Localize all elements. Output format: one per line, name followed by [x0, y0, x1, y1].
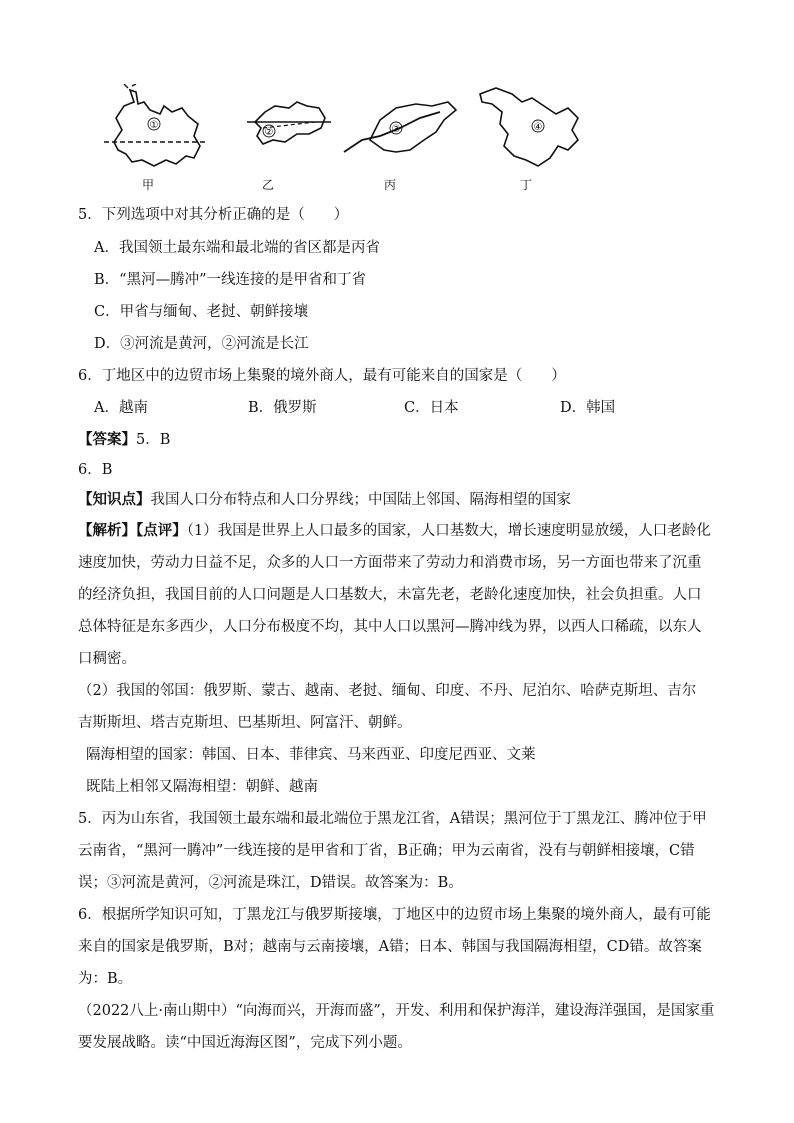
q6-option-a: A．越南 — [94, 400, 148, 416]
explain-5-l2: 云南省，“黑河一腾冲”一线连接的是甲省和丁省，B正确；甲为云南省，没有与朝鲜相接壤，C错 — [78, 843, 695, 859]
label-2: ② — [264, 127, 274, 138]
analysis-p1-l2: 速度加快，劳动力日益不足，众多的人口一方面带来了劳动力和消费市场，另一方面也带来了沉重 — [78, 555, 702, 571]
label-4: ④ — [533, 122, 543, 133]
answer-line-1 — [78, 430, 170, 450]
caption-jia: 甲 — [142, 178, 155, 192]
answer-tag: 【答案】 — [78, 431, 136, 448]
label-3: ③ — [391, 124, 401, 135]
question-6-text: 丁地区中的边贸市场上集聚的境外商人，最有可能来自的国家是（ ） — [101, 368, 566, 384]
analysis-p1-l5: 口稠密。 — [78, 651, 136, 667]
q6-option-b: B．俄罗斯 — [248, 400, 317, 416]
question-5-text: 下列选项中对其分析正确的是（ ） — [101, 207, 349, 223]
analysis-tag: 【解析】【点评】 — [78, 522, 187, 539]
analysis-p2-l1: （2）我国的邻国：俄罗斯、蒙古、越南、老挝、缅甸、印度、不丹、尼泊尔、哈萨克斯坦、吉尔 — [78, 683, 697, 699]
caption-ding: 丁 — [520, 178, 533, 192]
analysis-line-1 — [78, 521, 711, 541]
province-jia-map — [102, 84, 212, 176]
analysis-p3: 隔海相望的国家：韩国、日本、菲律宾、马来西亚、印度尼西亚、文莱 — [86, 747, 536, 763]
knowledge-line — [78, 490, 571, 510]
explain-5-l3: 误；③河流是黄河，②河流是珠江，D错误。故答案为：B。 — [78, 875, 463, 891]
analysis-p1-l4: 总体特征是东多西少，人口分布极度不均，其中人口以黑河—腾冲线为界，以西人口稀疏，以东人 — [78, 619, 702, 635]
q5-option-d: D．③河流是黄河，②河流是长江 — [94, 336, 309, 352]
q5-option-b: B．“黑河—腾冲”一线连接的是甲省和丁省 — [94, 272, 366, 288]
question-5-stem — [78, 205, 348, 225]
next-intro-l1: （2022八上·南山期中）“向海而兴，开海而盛”，开发、利用和保护海洋，建设海洋强国，是国家重 — [78, 1003, 715, 1019]
province-figures — [100, 84, 600, 194]
answer-6: 6．B — [78, 462, 113, 478]
question-6-number: 6． — [78, 368, 102, 384]
q6-option-d: D．韩国 — [560, 400, 616, 416]
caption-yi: 乙 — [262, 178, 275, 192]
q5-option-c: C．甲省与缅甸、老挝、朝鲜接壤 — [94, 304, 309, 320]
analysis-p1-l3: 的经济负担，我国目前的人口问题是人口基数大，未富先老，老龄化速度加快，社会负担重。人口 — [78, 587, 702, 603]
explain-6-l1: 6．根据所学知识可知，丁黑龙江与俄罗斯接壤，丁地区中的边贸市场上集聚的境外商人，最有可能 — [78, 907, 711, 923]
analysis-p1-l1: （1）我国是世界上人口最多的国家，人口基数大，增长速度明显放缓，人口老龄化 — [186, 523, 711, 539]
province-bing-map — [340, 94, 460, 164]
q6-option-c: C．日本 — [404, 400, 459, 416]
explain-6-l2: 来自的国家是俄罗斯，B对；越南与云南接壤，A错；日本、韩国与我国隔海相望，CD错。故答案 — [78, 939, 702, 955]
province-yi-map — [245, 98, 335, 156]
q5-option-a: A．我国领土最东端和最北端的省区都是丙省 — [94, 240, 380, 256]
next-intro-l2: 要发展战略。读“中国近海海区图”，完成下列小题。 — [78, 1035, 412, 1051]
answer-5: 5．B — [136, 432, 171, 448]
explain-6-l3: 为：B。 — [78, 971, 133, 987]
label-1: ① — [149, 120, 159, 131]
analysis-p2-l2: 吉斯斯坦、塔吉克斯坦、巴基斯坦、阿富汗、朝鲜。 — [78, 715, 412, 731]
analysis-p4: 既陆上相邻又隔海相望：朝鲜、越南 — [86, 779, 318, 795]
question-5-number: 5． — [78, 207, 102, 223]
caption-bing: 丙 — [384, 178, 397, 192]
question-6-stem — [78, 366, 566, 386]
knowledge-tag: 【知识点】 — [78, 491, 151, 508]
province-ding-map — [472, 84, 584, 176]
knowledge-text: 我国人口分布特点和人口分界线；中国陆上邻国、隔海相望的国家 — [150, 492, 571, 508]
explain-5-l1: 5．丙为山东省，我国领土最东端和最北端位于黑龙江省，A错误；黑河位于丁黑龙江、腾冲位于甲 — [78, 811, 707, 827]
